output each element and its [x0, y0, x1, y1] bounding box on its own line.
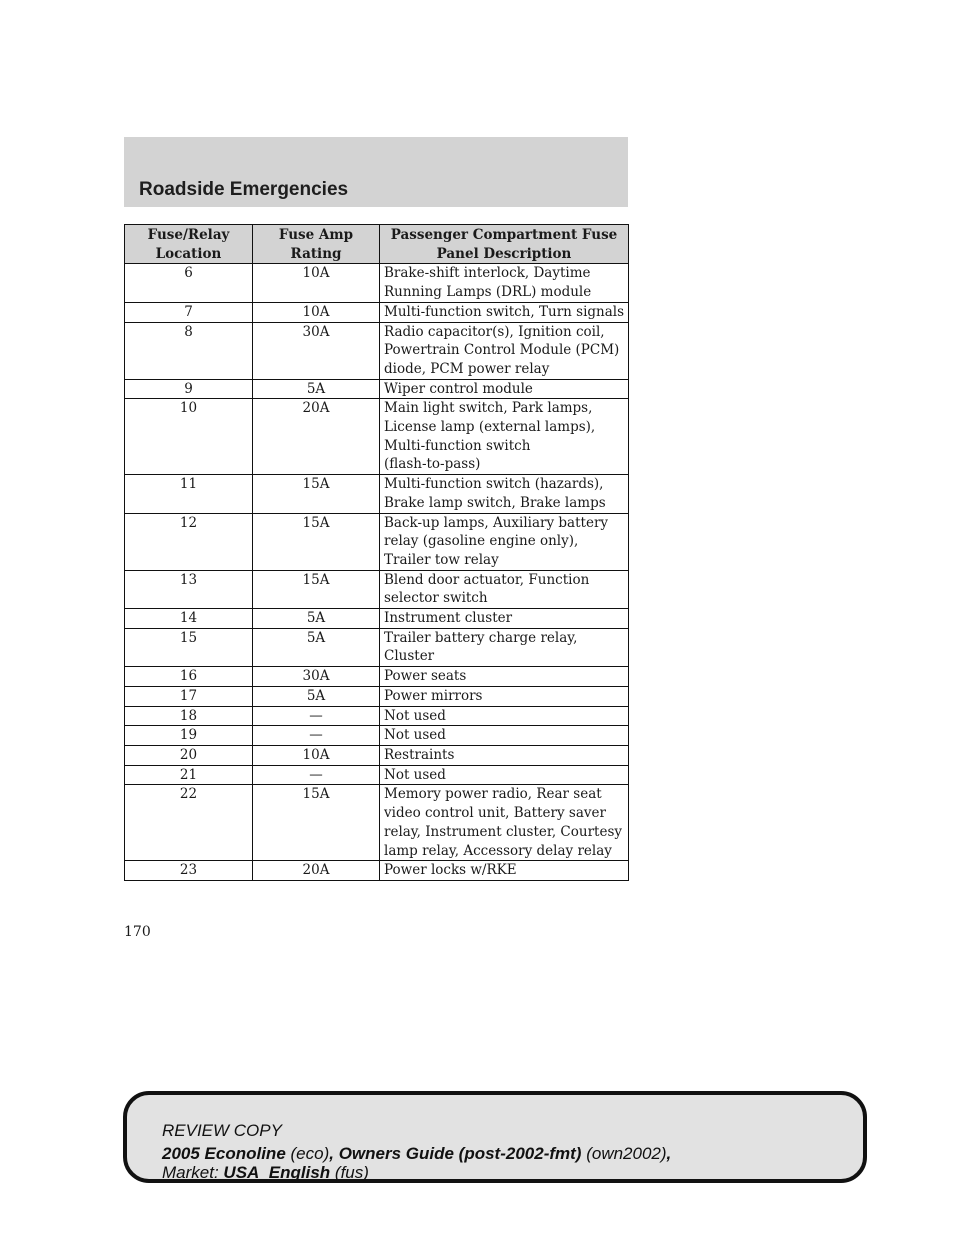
description-line: Not used — [384, 707, 446, 724]
fuse-description-cell — [380, 706, 629, 726]
table-row — [125, 628, 629, 666]
table-row — [125, 513, 629, 570]
header-location: Fuse/Relay Location — [125, 225, 253, 264]
fuse-location-cell: 17 — [125, 686, 253, 706]
description-line: relay, Instrument cluster, Courtesy — [384, 823, 622, 840]
fuse-location-cell: 8 — [125, 322, 253, 379]
fuse-amp-cell: — — [253, 706, 380, 726]
fuse-location-cell: 23 — [125, 861, 253, 881]
description-line: Back-up lamps, Auxiliary battery — [384, 514, 609, 531]
description-line: Multi-function switch, Turn signals — [384, 303, 625, 320]
description-line: Not used — [384, 766, 446, 783]
fuse-amp-cell: 15A — [253, 475, 380, 513]
review-market-code: (fus) — [334, 1163, 369, 1182]
fuse-location-cell: 21 — [125, 765, 253, 785]
fuse-location-cell: 15 — [125, 628, 253, 666]
fuse-amp-cell: 10A — [253, 264, 380, 302]
description-line: Main light switch, Park lamps, — [384, 400, 593, 417]
fuse-location-cell: 18 — [125, 706, 253, 726]
description-line: relay (gasoline engine only), — [384, 533, 579, 550]
table-row — [125, 302, 629, 322]
description-line: Running Lamps (DRL) module — [384, 284, 592, 301]
review-model-line: 2005 Econoline (eco), Owners Guide (post-2002-fmt) (own2002), — [162, 1144, 672, 1163]
table-row — [125, 379, 629, 399]
fuse-description-cell — [380, 686, 629, 706]
table-row — [125, 399, 629, 475]
table-row — [125, 686, 629, 706]
fuse-amp-cell: 5A — [253, 628, 380, 666]
review-market-label: Market: — [162, 1163, 219, 1182]
table-row — [125, 861, 629, 881]
page-number: 170 — [124, 924, 151, 940]
description-line: Restraints — [384, 746, 455, 763]
description-line: License lamp (external lamps), — [384, 419, 596, 436]
fuse-location-cell: 22 — [125, 785, 253, 861]
fuse-description-cell — [380, 609, 629, 629]
fuse-location-cell: 11 — [125, 475, 253, 513]
review-label: REVIEW COPY — [162, 1121, 282, 1140]
fuse-description-cell — [380, 570, 629, 608]
fuse-amp-cell: 5A — [253, 379, 380, 399]
review-copy-box — [123, 1091, 867, 1183]
fuse-description-cell — [380, 513, 629, 570]
fuse-amp-cell: 10A — [253, 302, 380, 322]
fuse-location-cell: 9 — [125, 379, 253, 399]
fuse-location-cell: 7 — [125, 302, 253, 322]
review-market-line — [162, 1163, 369, 1183]
section-header-band — [124, 137, 628, 207]
review-model-code: (eco) — [290, 1144, 330, 1163]
description-line: video control unit, Battery saver — [384, 805, 606, 822]
fuse-description-cell — [380, 765, 629, 785]
fuse-location-cell: 19 — [125, 726, 253, 746]
description-line: Not used — [384, 727, 446, 744]
fuse-amp-cell: — — [253, 765, 380, 785]
description-line: Power seats — [384, 668, 467, 685]
table-header-row — [125, 225, 629, 264]
fuse-amp-cell: 5A — [253, 609, 380, 629]
fuse-description-cell — [380, 628, 629, 666]
header-description: Passenger Compartment Fuse Panel Description — [380, 225, 629, 264]
fuse-description-cell — [380, 264, 629, 302]
fuse-location-cell: 10 — [125, 399, 253, 475]
fuse-amp-cell: 20A — [253, 399, 380, 475]
fuse-location-cell: 6 — [125, 264, 253, 302]
fuse-description-cell — [380, 379, 629, 399]
fuse-location-cell: 14 — [125, 609, 253, 629]
fuse-description-cell — [380, 861, 629, 881]
review-market: USA_English — [223, 1163, 331, 1182]
description-line: Multi-function switch — [384, 437, 531, 454]
description-line: Powertrain Control Module (PCM) — [384, 342, 620, 359]
table-row — [125, 667, 629, 687]
fuse-location-cell: 16 — [125, 667, 253, 687]
fuse-amp-cell: — — [253, 726, 380, 746]
description-line: Trailer battery charge relay, — [384, 629, 578, 646]
table-row — [125, 706, 629, 726]
description-line: diode, PCM power relay — [384, 360, 550, 377]
description-line: Trailer tow relay — [384, 551, 499, 568]
fuse-amp-cell: 30A — [253, 667, 380, 687]
fuse-description-cell — [380, 302, 629, 322]
table-body — [125, 264, 629, 881]
fuse-description-cell — [380, 745, 629, 765]
fuse-amp-cell: 15A — [253, 513, 380, 570]
section-title: Roadside Emergencies — [139, 179, 349, 200]
fuse-amp-cell: 20A — [253, 861, 380, 881]
table-row — [125, 570, 629, 608]
fuse-description-cell — [380, 475, 629, 513]
fuse-amp-cell: 5A — [253, 686, 380, 706]
table-row — [125, 609, 629, 629]
review-guide-code: (own2002) — [586, 1144, 667, 1163]
description-line: (flash-to-pass) — [384, 456, 481, 473]
fuse-description-cell — [380, 667, 629, 687]
fuse-location-cell: 12 — [125, 513, 253, 570]
description-line: Wiper control module — [384, 380, 533, 397]
review-model: 2005 Econoline — [162, 1144, 286, 1163]
fuse-description-cell — [380, 399, 629, 475]
review-guide: Owners Guide (post-2002-fmt) — [338, 1144, 582, 1163]
description-line: Instrument cluster — [384, 610, 513, 627]
description-line: Brake lamp switch, Brake lamps — [384, 494, 606, 511]
fuse-description-cell — [380, 726, 629, 746]
fuse-amp-cell: 15A — [253, 570, 380, 608]
fuse-amp-cell: 30A — [253, 322, 380, 379]
table-row — [125, 264, 629, 302]
fuse-amp-cell: 15A — [253, 785, 380, 861]
description-line: lamp relay, Accessory delay relay — [384, 842, 612, 859]
header-amp-rating: Fuse Amp Rating — [253, 225, 380, 264]
table-row — [125, 475, 629, 513]
description-line: Power mirrors — [384, 687, 483, 704]
table-row — [125, 765, 629, 785]
table-row — [125, 726, 629, 746]
table-row — [125, 785, 629, 861]
description-line: Radio capacitor(s), Ignition coil, — [384, 323, 605, 340]
fuse-table — [124, 224, 629, 881]
description-line: Brake-shift interlock, Daytime — [384, 265, 591, 282]
fuse-location-cell: 20 — [125, 745, 253, 765]
description-line: selector switch — [384, 590, 488, 607]
fuse-description-cell — [380, 322, 629, 379]
description-line: Blend door actuator, Function — [384, 571, 590, 588]
table-row — [125, 745, 629, 765]
fuse-location-cell: 13 — [125, 570, 253, 608]
fuse-amp-cell: 10A — [253, 745, 380, 765]
description-line: Memory power radio, Rear seat — [384, 786, 602, 803]
table-row — [125, 322, 629, 379]
description-line: Multi-function switch (hazards), — [384, 476, 604, 493]
description-line: Cluster — [384, 648, 435, 665]
description-line: Power locks w/RKE — [384, 862, 517, 879]
fuse-description-cell — [380, 785, 629, 861]
